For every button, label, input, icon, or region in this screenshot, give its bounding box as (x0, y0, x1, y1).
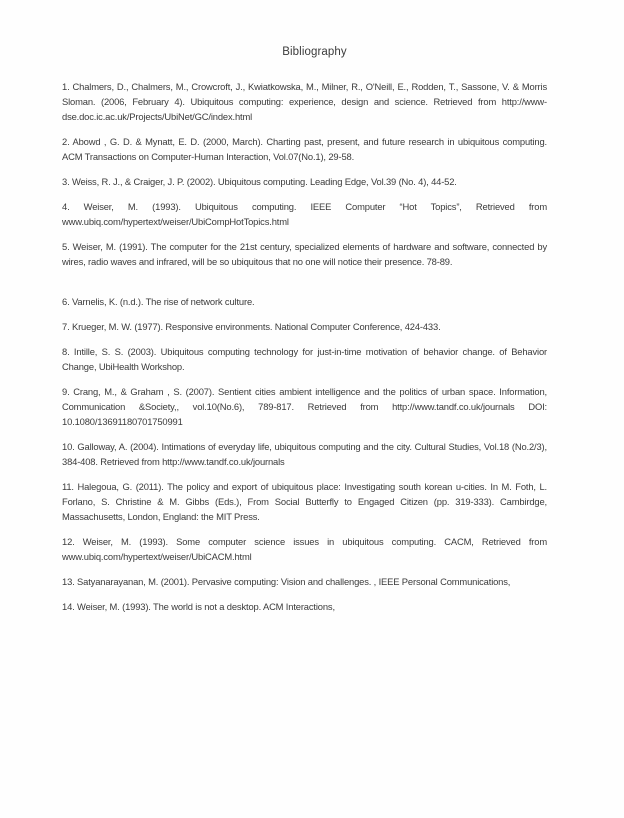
reference-item: 13. Satyanarayanan, M. (2001). Pervasive computing: Vision and challenges. , IEEE Personal Communications, (62, 576, 511, 587)
reference-item: 6. Varnelis, K. (n.d.). The rise of network culture. (62, 296, 255, 307)
reference-item: 12. Weiser, M. (1993). Some computer science issues in ubiquitous computing. CACM, Retrieved from www.ubiq.com/hypertext/weiser/UbiCACM.html (62, 536, 547, 562)
reference-item: 1. Chalmers, D., Chalmers, M., Crowcroft, J., Kwiatkowska, M., Milner, R., O'Neill, E., Rodden, T., Sassone, V. & Morris Sloman. (2006, February 4). Ubiquitous computing: experience, design and science. Retrieved from http://www-dse.doc.ic.ac.uk/Projects/UbiNet/GC/index.html (62, 81, 547, 122)
reference-item: 3. Weiss, R. J., & Craiger, J. P. (2002). Ubiquitous computing. Leading Edge, Vol.39 (No. 4), 44-52. (62, 176, 457, 187)
reference-item: 7. Krueger, M. W. (1977). Responsive environments. National Computer Conference, 424-433. (62, 321, 441, 332)
reference-item: 10. Galloway, A. (2004). Intimations of everyday life, ubiquitous computing and the city. Cultural Studies, Vol.18 (No.2/3), 384-408. Retrieved from http://www.tandf.co.uk/journals (62, 441, 547, 467)
reference-item: 14. Weiser, M. (1993). The world is not a desktop. ACM Interactions, (62, 601, 335, 612)
reference-item: 11. Halegoua, G. (2011). The policy and export of ubiquitous place: Investigating south korean u-cities. In M. Foth, L. Forlano, S. Christine & M. Gibbs (Eds.), From Social Butterfly to Engaged Citizen (pp. 319-333). Cambirdge, Massachusetts, London, England: the MIT Press. (62, 481, 547, 522)
reference-list (62, 79, 547, 614)
reference-item: 4. Weiser, M. (1993). Ubiquitous computing. IEEE Computer “Hot Topics”, Retrieved from www.ubiq.com/hypertext/weiser/UbiCompHotTopics.html (62, 201, 547, 227)
reference-item: 8. Intille, S. S. (2003). Ubiquitous computing technology for just-in-time motivation of behavior change. of Behavior Change, UbiHealth Workshop. (62, 346, 547, 372)
reference-item: 9. Crang, M., & Graham , S. (2007). Sentient cities ambient intelligence and the politics of urban space. Information, Communication &Society,, vol.10(No.6), 789-817. Retrieved from http://www.tandf.co.uk/journals DOI: 10.1080/13691180701750991 (62, 386, 547, 427)
reference-item: 5. Weiser, M. (1991). The computer for the 21st century, specialized elements of hardware and software, connected by wires, radio waves and infrared, will be so ubiquitous that no one will notice their presence. 78-89. (62, 241, 547, 267)
reference-item: 2. Abowd , G. D. & Mynatt, E. D. (2000, March). Charting past, present, and future research in ubiquitous computing. ACM Transactions on Computer-Human Interaction, Vol.07(No.1), 29-58. (62, 136, 547, 162)
page-title: Bibliography (282, 46, 347, 58)
